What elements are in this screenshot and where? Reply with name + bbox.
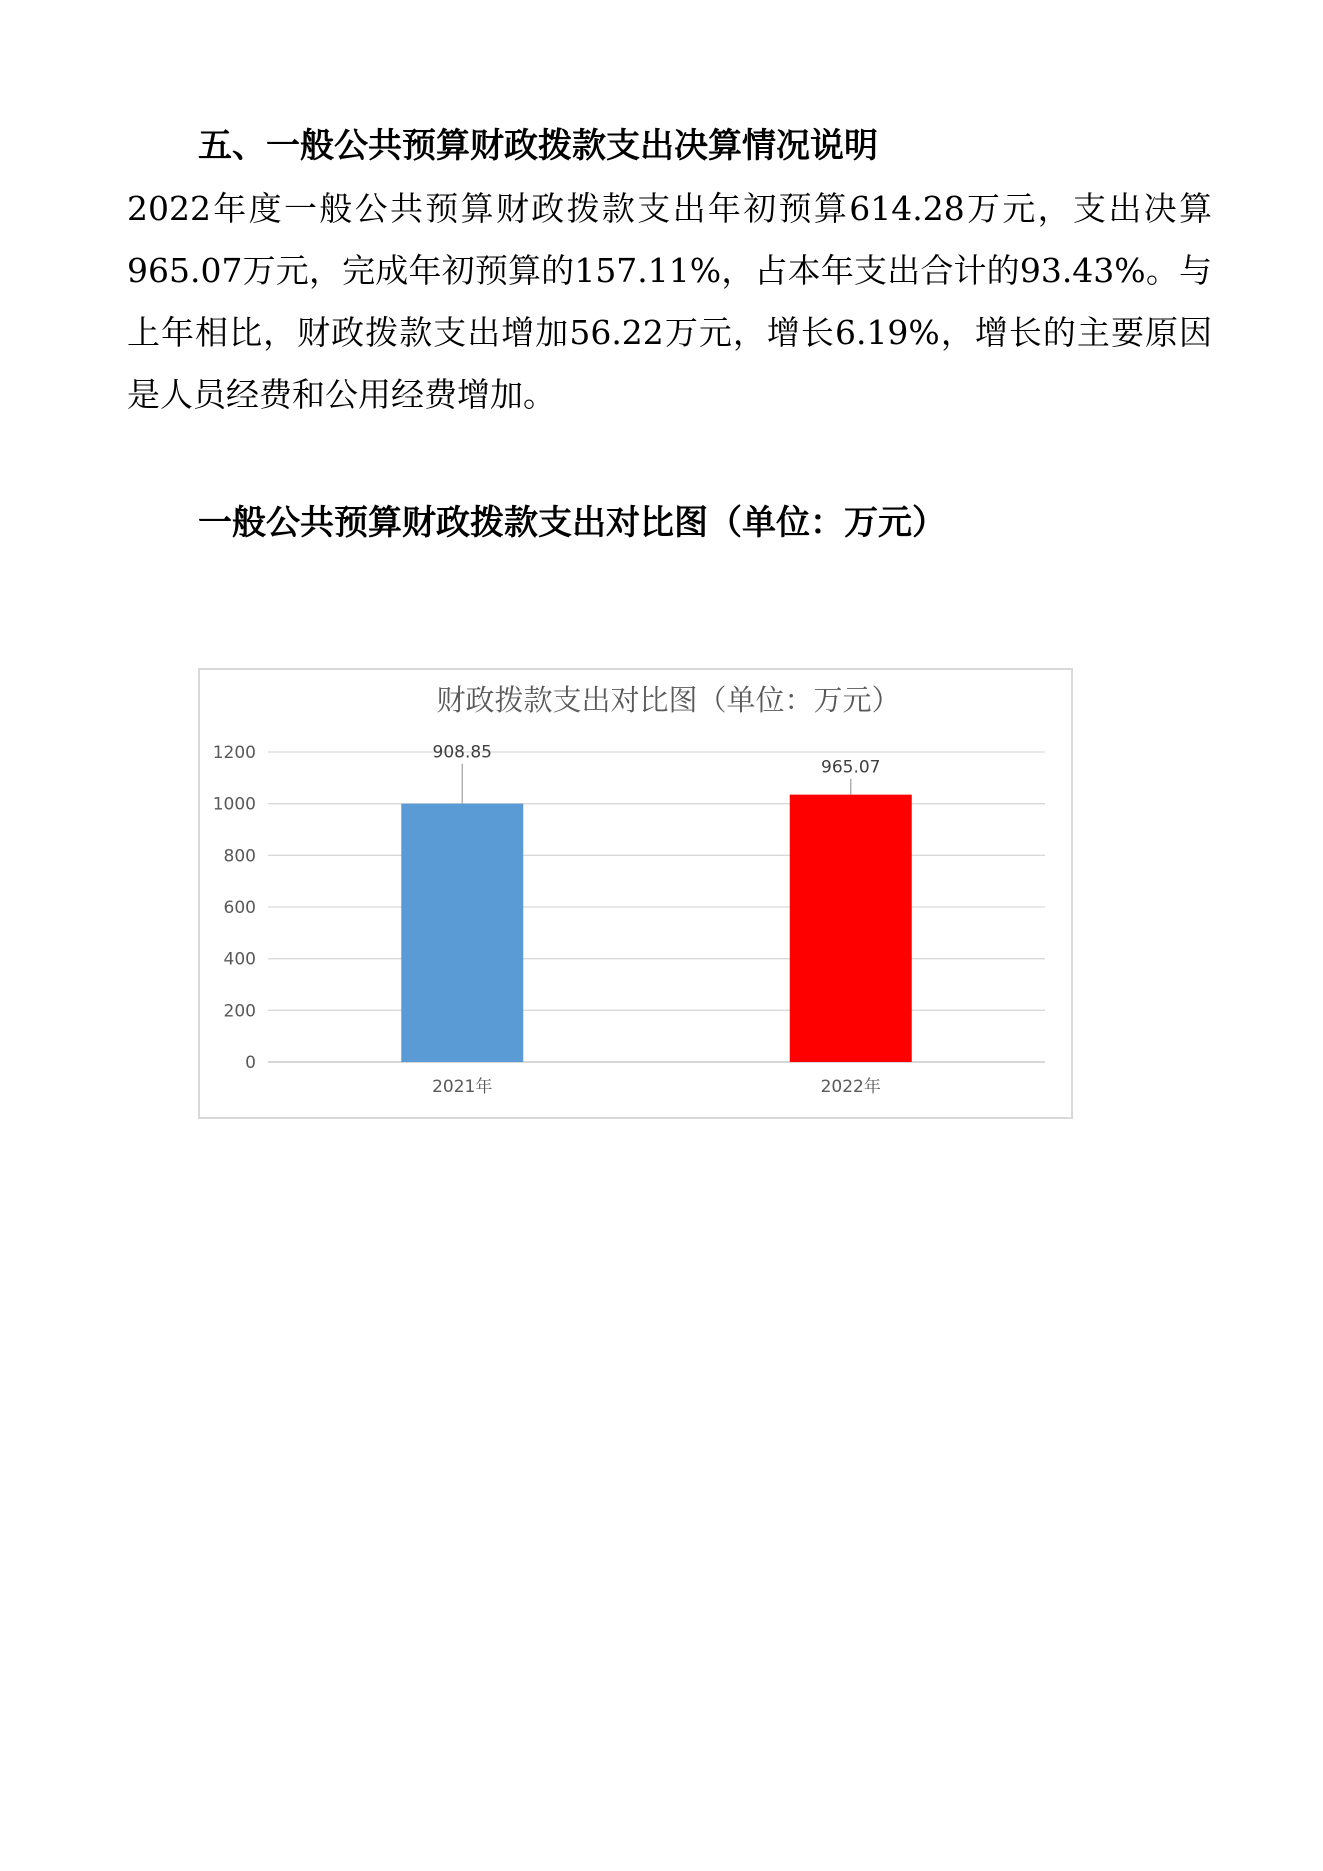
data-label: 965.07 xyxy=(821,757,881,778)
bar-2021年 xyxy=(401,804,523,1062)
y-tick-label: 400 xyxy=(223,949,256,970)
chart-heading: 一般公共预算财政拨款支出对比图（单位：万元） xyxy=(198,503,946,543)
y-tick-label: 800 xyxy=(223,846,256,867)
x-tick-label: 2021年 xyxy=(432,1077,493,1097)
y-tick-label: 1200 xyxy=(212,743,256,763)
y-tick-label: 1000 xyxy=(212,794,256,815)
x-tick-label: 2022年 xyxy=(820,1077,881,1097)
chart-container xyxy=(198,668,1073,1119)
chart-title: 财政拨款支出对比图（单位：万元） xyxy=(436,683,901,717)
bar-2022年 xyxy=(790,795,912,1062)
data-label: 908.85 xyxy=(432,742,492,763)
bar-chart xyxy=(200,670,1071,1117)
y-tick-label: 0 xyxy=(245,1053,256,1073)
section-paragraph: 2022年度一般公共预算财政拨款支出年初预算614.28万元，支出决算965.07万元，完成年初预算的157.11%，占本年支出合计的93.43%。与上年相比，财政拨款支出增加56.22万元，增长6.19%，增长的主要原因是人员经费和公用经费增加。 xyxy=(127,189,1212,414)
y-tick-label: 600 xyxy=(223,898,256,918)
section-heading: 五、一般公共预算财政拨款支出决算情况说明 xyxy=(198,126,878,166)
y-tick-label: 200 xyxy=(223,1001,256,1022)
